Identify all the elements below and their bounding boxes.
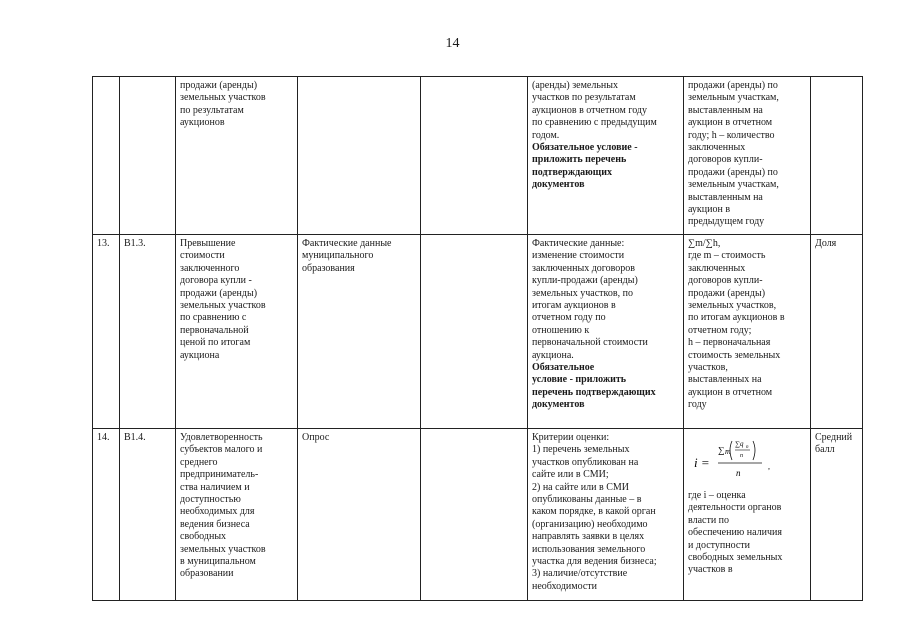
cell-unit: Средний балл — [811, 429, 863, 601]
page-number: 14 — [445, 36, 460, 51]
cell-code: В1.4. — [120, 429, 176, 601]
cell-indicator: продажи (аренды) земельных участков по результатам аукционов — [176, 77, 298, 235]
cell-unit: Доля — [811, 235, 863, 429]
svg-text:m: m — [725, 447, 731, 456]
cell-unit — [811, 77, 863, 235]
cell-description — [528, 77, 684, 235]
indicators-table — [92, 76, 863, 601]
table-row-13 — [93, 235, 863, 429]
cell-indicator: Превышение стоимости заключенного договора купли - продажи (аренды) земельных участков по сравнению с первоначальной ценой по итогам аукциона — [176, 235, 298, 429]
table-row-continuation — [93, 77, 863, 235]
cell-description: Критерии оценки: 1) перечень земельных участков опубликован на сайте или в СМИ; 2) на сайте или в СМИ опубликованы данные – в каком порядке, в какой орган (организацию) необходимо направлять заявки в целях использования земельного участка для ведения бизнеса; 3) наличие/отсутствие необходимости — [528, 429, 684, 601]
svg-text:∑: ∑ — [718, 445, 725, 455]
cell-number: 14. — [93, 429, 120, 601]
cell-indicator: Удовлетворенность субъектов малого и среднего предприниматель- ства наличием и доступностью необходимых для ведения бизнеса свободных земельных участков в муниципальном образовании — [176, 429, 298, 601]
svg-text:n: n — [736, 468, 741, 478]
description-text: (аренды) земельных участков по результатам аукционов в отчетном году по сравнению с предыдущим годом. — [532, 80, 657, 141]
cell-description — [528, 235, 684, 429]
cell-empty — [421, 235, 528, 429]
description-text: Фактические данные: изменение стоимости заключенных договоров купли-продажи (аренды) земельных участков, по итогам аукционов в отчетном году по отношению к первоначальной стоимости аукциона. — [532, 238, 648, 361]
cell-number — [93, 77, 120, 235]
cell-empty — [421, 77, 528, 235]
cell-source: Фактические данные муниципального образования — [298, 235, 421, 429]
description-required-note: Обязательное условие - приложить перечень подтверждающих документов — [532, 142, 638, 191]
svg-text:∑q: ∑q — [735, 440, 744, 448]
cell-code: В1.3. — [120, 235, 176, 429]
svg-text:,: , — [768, 462, 770, 471]
cell-source: Опрос — [298, 429, 421, 601]
formula-lhs: i = — [694, 455, 710, 470]
cell-code — [120, 77, 176, 235]
formula-image — [688, 432, 806, 490]
table-row-14 — [93, 429, 863, 601]
cell-source — [298, 77, 421, 235]
cell-empty — [421, 429, 528, 601]
description-required-note: Обязательное условие - приложить перечень подтверждающих документов — [532, 362, 656, 411]
svg-text:n: n — [746, 445, 749, 450]
cell-number: 13. — [93, 235, 120, 429]
formula-svg — [692, 433, 802, 489]
formula-explanation: где i – оценка деятельности органов власти по обеспечению наличия и доступности свободных земельных участков в — [688, 490, 783, 576]
cell-formula: ∑m/∑h, где m – стоимость заключенных договоров купли- продажи (аренды) земельных участков, по итогам аукционов в отчетном году; h – первоначальная стоимость земельных участков, выставленных на аукцион в отчетном году — [684, 235, 811, 429]
cell-formula — [684, 429, 811, 601]
cell-formula: продажи (аренды) по земельным участкам, выставленным на аукцион в отчетном году; h – количество заключенных договоров купли- продажи (аренды) по земельным участкам, выставленным на аукцион в предыдущем году — [684, 77, 811, 235]
svg-text:n: n — [740, 453, 743, 459]
